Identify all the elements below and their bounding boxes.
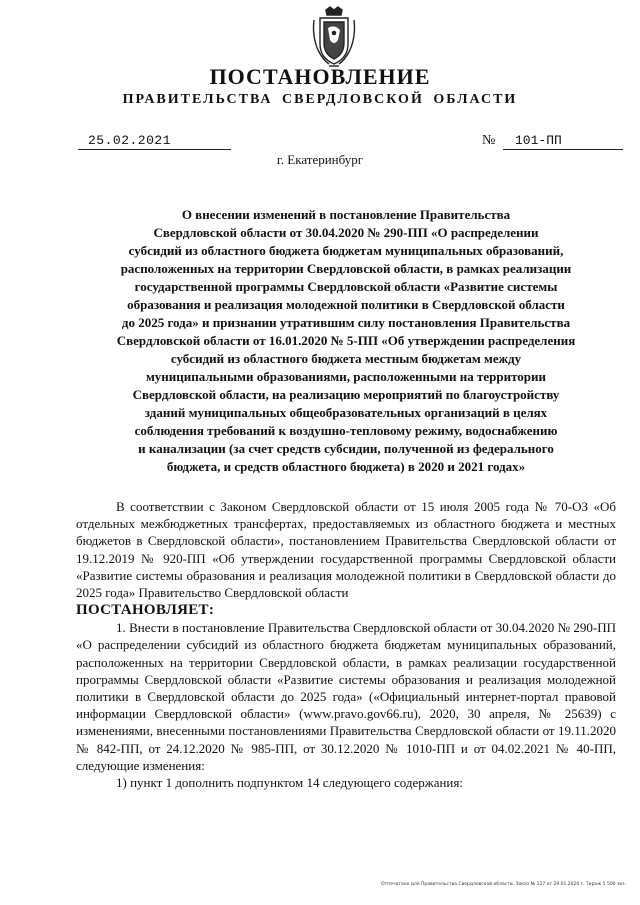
heading-line: государственной программы Свердловской области «Развитие системы: [134, 279, 558, 294]
heading-line: О внесении изменений в постановление Правительства: [181, 207, 511, 222]
city: г. Екатеринбург: [276, 152, 364, 167]
preamble-paragraph: В соответствии с Законом Свердловской области от 15 июля 2005 года № 70-ОЗ «Об отдельных межбюджетных трансфертах, предоставляемых из областного бюджета и местных бюджетов в Свердловской области», постановлением Правительства Свердловской области от 19.12.2019 № 920-ПП «Об утверждении государственной программы Свердловской области «Развитие системы образования и реализация молодежной политики в Свердловской области до 2025 года» Правительство Свердловской области: [76, 499, 616, 601]
coat-of-arms-icon: [311, 6, 357, 68]
item-1-paragraph: 1. Внести в постановление Правительства Свердловской области от 30.04.2020 № 290-ПП «О распределении субсидий из областного бюджета бюджетам муниципальных образований, расположенных на территории Свердловской области, в рамках реализации государственной программы Свердловской области «Развитие системы образования и реализация молодежной политики в Свердловской области до 2025 года» («Официальный интернет-портал правовой информации Свердловской области» (www.pravo.gov66.ru), 2020, 30 апреля, № 25639) с изменениями, внесенными постановлениями Правительства Свердловской области от 19.11.2020 № 842-ПП, от 24.12.2020 № 985-ПП, от 30.12.2020 № 1010-ПП и от 04.02.2021 № 40-ПП, следующие изменения:: [76, 620, 616, 773]
number-label: №: [482, 133, 496, 148]
heading-line: расположенных на территории Свердловской области, в рамках реализации: [120, 261, 572, 276]
heading-line: Свердловской области от 16.01.2020 № 5-ПП «Об утверждении распределения: [116, 333, 576, 348]
document-number: 101-ПП: [503, 133, 623, 150]
heading-line: Свердловской области, на реализацию мероприятий по благоустройству: [132, 387, 560, 402]
heading-line: бюджета, и средств областного бюджета) в 2020 и 2021 годах»: [166, 459, 526, 474]
heading-line: зданий муниципальных общеобразовательных организаций в целях: [144, 405, 548, 420]
heading-line: до 2025 года» и признании утратившим силу постановления Правительства: [121, 315, 571, 330]
heading-line: соблюдения требований к воздушно-тепловому режиму, водоснабжению: [134, 423, 558, 438]
document-body: [76, 498, 616, 791]
resolve-heading: ПОСТАНОВЛЯЕТ:: [76, 602, 215, 619]
heading-line: Свердловской области от 30.04.2020 № 290-ПП «О распределении: [153, 225, 539, 240]
heading-line: субсидий из областного бюджета бюджетам муниципальных образований,: [128, 243, 564, 258]
heading-line: субсидий из областного бюджета местным бюджетам между: [170, 351, 522, 366]
heading-line: муниципальными образованиями, расположенными на территории: [145, 369, 547, 384]
document-heading: [76, 206, 616, 476]
document-date: 25.02.2021: [78, 133, 231, 150]
heading-line: и канализации (за счет средств субсидии, полученной из федерального: [138, 441, 554, 456]
document-subtitle: ПРАВИТЕЛЬСТВА СВЕРДЛОВСКОЙ ОБЛАСТИ: [122, 92, 518, 107]
print-footer: Отпечатано для Правительства Свердловской области. Заказ № 127 от 29.01.2020 г. Тираж 1 500 экз.: [381, 882, 626, 887]
heading-line: образования и реализация молодежной политики в Свердловской области: [127, 297, 565, 312]
document-title: ПОСТАНОВЛЕНИЕ: [209, 64, 431, 89]
item-1-subitem-1: 1) пункт 1 дополнить подпунктом 14 следующего содержания:: [116, 775, 463, 791]
